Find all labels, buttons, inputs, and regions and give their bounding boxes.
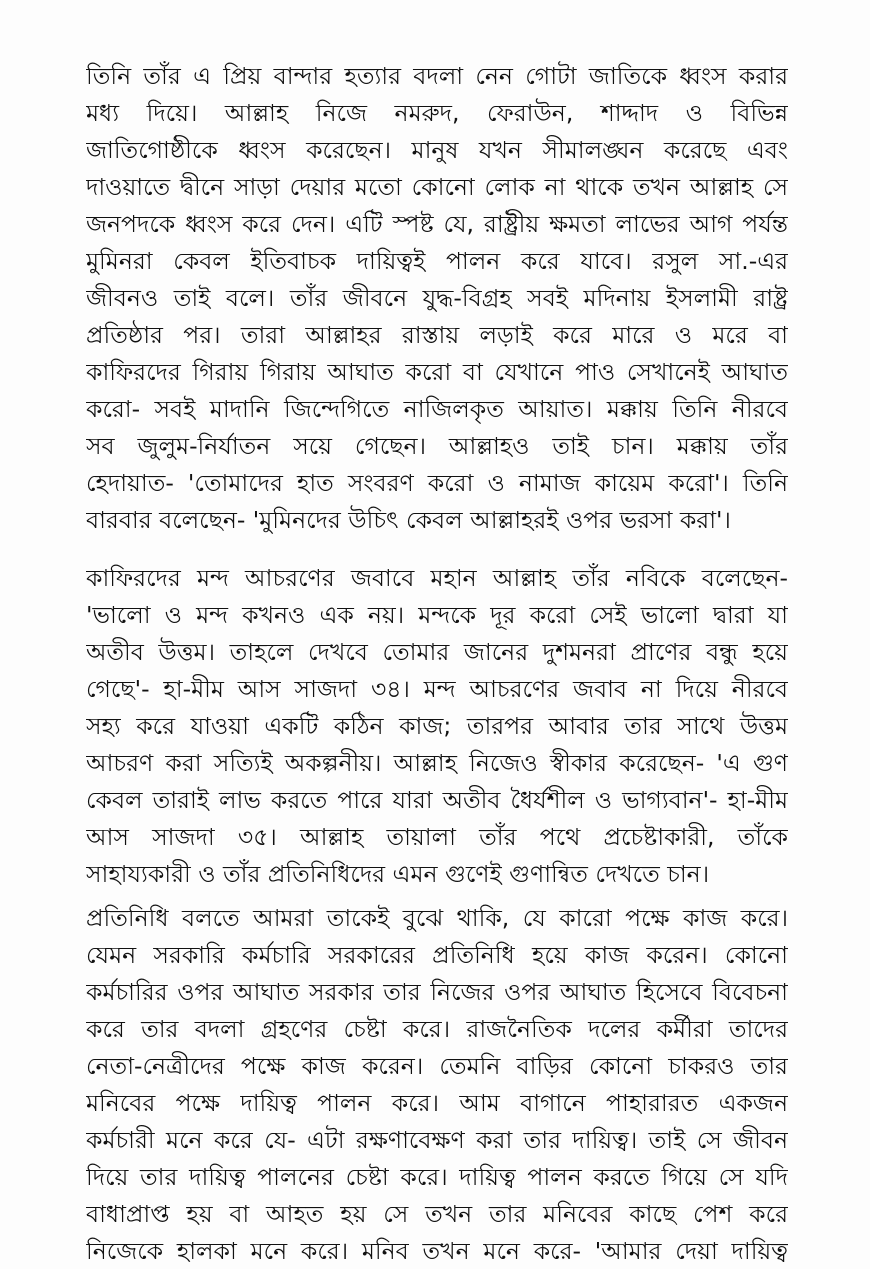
text-line: প্রতিষ্ঠার পর। তারা আল্লাহর রাস্তায় লড়াই করে মারে ও মরে বা xyxy=(86,321,788,349)
text-line: দিয়ে তার দায়িত্ব পালনের চেষ্টা করে। দায়িত্ব পালন করতে গিয়ে সে যদি xyxy=(86,1163,788,1191)
text-line: দাওয়াতে দ্বীনে সাড়া দেয়ার মতো কোনো লোক না থাকে তখন আল্লাহ সে xyxy=(86,173,788,201)
paragraph-1 xyxy=(86,58,788,539)
paragraph-2 xyxy=(86,560,788,893)
text-line: কাফিরদের গিরায় গিরায় আঘাত করো বা যেখানে পাও সেখানেই আঘাত xyxy=(86,358,788,386)
text-line: বারবার বলেছেন- 'মুমিনদের উচিৎ কেবল আল্লাহরই ওপর ভরসা করা'। xyxy=(86,506,731,534)
text-line: করো- সবই মাদানি জিন্দেগিতে নাজিলকৃত আয়াত। মক্কায় তিনি নীরবে xyxy=(86,395,788,423)
text-line: সহ্য করে যাওয়া একটি কঠিন কাজ; তারপর আবার তার সাথে উত্তম xyxy=(86,712,788,740)
paragraph-3 xyxy=(86,900,788,1270)
text-line: অতীব উত্তম। তাহলে দেখবে তোমার জানের দুশমনরা প্রাণের বন্ধু হয়ে xyxy=(86,638,788,666)
text-line: গেছে'- হা-মীম আস সাজদা ৩৪। মন্দ আচরণের জবাব না দিয়ে নীরবে xyxy=(86,675,788,703)
text-line: মনিবের পক্ষে দায়িত্ব পালন করে। আম বাগানে পাহারারত একজন xyxy=(86,1089,788,1117)
text-line: জনপদকে ধ্বংস করে দেন। এটি স্পষ্ট যে, রাষ্ট্রীয় ক্ষমতা লাভের আগ পর্যন্ত xyxy=(86,210,788,238)
text-line: নেতা-নেত্রীদের পক্ষে কাজ করেন। তেমনি বাড়ির কোনো চাকরও তার xyxy=(86,1052,788,1080)
text-line: তিনি তাঁর এ প্রিয় বান্দার হত্যার বদলা নেন গোটা জাতিকে ধ্বংস করার xyxy=(86,62,788,90)
text-line: জাতিগোষ্ঠীকে ধ্বংস করেছেন। মানুষ যখন সীমালঙ্ঘন করেছে এবং xyxy=(86,136,788,164)
text-line: সব জুলুম-নির্যাতন সয়ে গেছেন। আল্লাহও তাই চান। মক্কায় তাঁর xyxy=(86,432,788,460)
text-line: কেবল তারাই লাভ করতে পারে যারা অতীব ধৈর্যশীল ও ভাগ্যবান'- হা-মীম xyxy=(86,786,788,814)
text-line: 'ভালো ও মন্দ কখনও এক নয়। মন্দকে দূর করো সেই ভালো দ্বারা যা xyxy=(86,601,788,629)
text-line: কাফিরদের মন্দ আচরণের জবাবে মহান আল্লাহ তাঁর নবিকে বলেছেন- xyxy=(86,564,788,592)
text-line: কর্মচারী মনে করে যে- এটা রক্ষণাবেক্ষণ করা তার দায়িত্ব। তাই সে জীবন xyxy=(86,1126,788,1154)
text-line: মধ্য দিয়ে। আল্লাহ নিজে নমরুদ, ফেরাউন, শাদ্দাদ ও বিভিন্ন xyxy=(86,99,788,127)
text-line: নিজেকে হালকা মনে করে। মনিব তখন মনে করে- 'আমার দেয়া দায়িত্ব xyxy=(86,1237,788,1265)
text-line: মুমিনরা কেবল ইতিবাচক দায়িত্বই পালন করে যাবে। রসুল সা.-এর xyxy=(86,247,788,275)
text-line: বাধাপ্রাপ্ত হয় বা আহত হয় সে তখন তার মনিবের কাছে পেশ করে xyxy=(86,1200,788,1228)
text-line: আচরণ করা সত্যিই অকল্পনীয়। আল্লাহ নিজেও স্বীকার করেছেন- 'এ গুণ xyxy=(86,749,788,777)
text-line: প্রতিনিধি বলতে আমরা তাকেই বুঝে থাকি, যে কারো পক্ষে কাজ করে। xyxy=(86,904,788,932)
text-line: সাহায্যকারী ও তাঁর প্রতিনিধিদের এমন গুণেই গুণান্বিত দেখতে চান। xyxy=(86,860,710,888)
text-line: করে তার বদলা গ্রহণের চেষ্টা করে। রাজনৈতিক দলের কর্মীরা তাদের xyxy=(86,1015,788,1043)
text-line: কর্মচারির ওপর আঘাত সরকার তার নিজের ওপর আঘাত হিসেবে বিবেচনা xyxy=(86,978,788,1006)
text-line: আস সাজদা ৩৫। আল্লাহ তায়ালা তাঁর পথে প্রচেষ্টাকারী, তাঁকে xyxy=(86,823,788,851)
text-line: হেদায়াত- 'তোমাদের হাত সংবরণ করো ও নামাজ কায়েম করো'। তিনি xyxy=(86,469,788,497)
text-line: জীবনও তাই বলে। তাঁর জীবনে যুদ্ধ-বিগ্রহ সবই মদিনায় ইসলামী রাষ্ট্র xyxy=(86,284,788,312)
text-line: যেমন সরকারি কর্মচারি সরকারের প্রতিনিধি হয়ে কাজ করেন। কোনো xyxy=(86,941,788,969)
